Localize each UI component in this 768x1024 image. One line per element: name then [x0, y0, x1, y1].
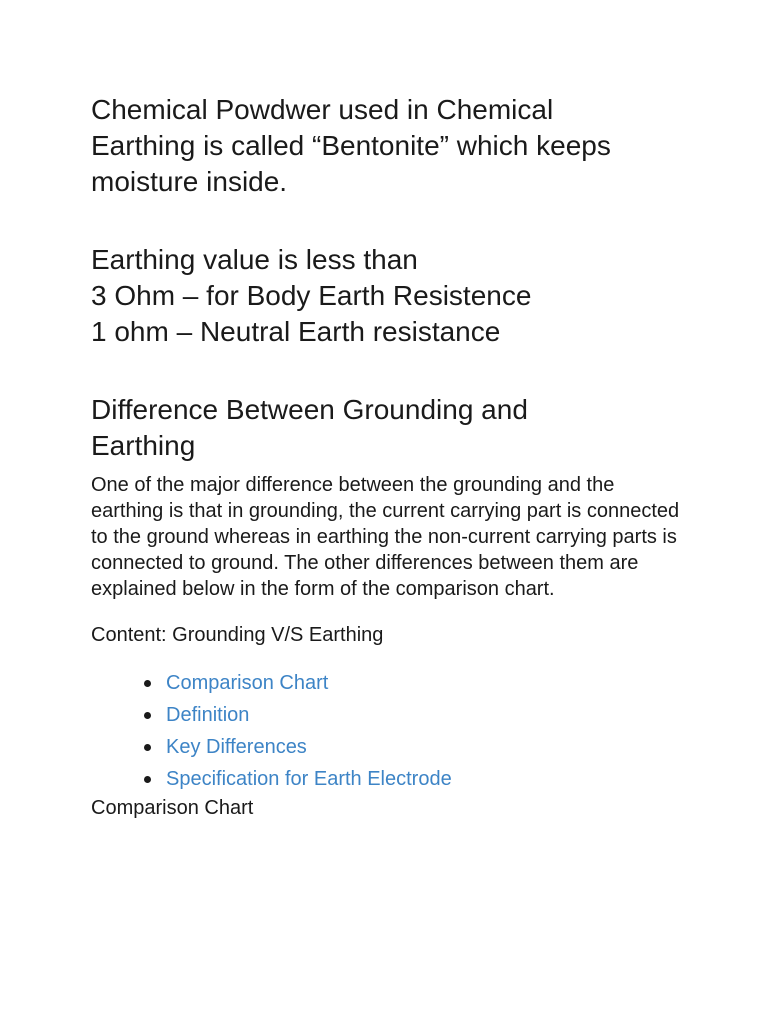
content-label: Content: Grounding V/S Earthing: [91, 624, 384, 646]
toc-link-definition[interactable]: Definition: [166, 704, 250, 726]
toc-item-definition: [91, 699, 691, 731]
toc-link-key-differences[interactable]: Key Differences: [166, 736, 307, 758]
intro-line-2: Earthing is called “Bentonite” which keeps: [91, 130, 611, 161]
comparison-chart-label: Comparison Chart: [91, 797, 254, 819]
intro-line-3: moisture inside.: [91, 166, 288, 197]
section-paragraph: One of the major difference between the grounding and the earthing is that in grounding, the current carrying part is connected to the ground whereas in earthing the non-current carrying parts is connected to ground. The other differences between them are explained below in the form of the comparison chart.: [91, 474, 680, 600]
toc-link-specification[interactable]: Specification for Earth Electrode: [166, 768, 452, 790]
intro-line-1: Chemical Powdwer used in Chemical: [91, 94, 554, 125]
spacer: [91, 350, 691, 392]
neutral-earth-value: 1 ohm – Neutral Earth resistance: [91, 316, 501, 347]
earthing-value-intro: Earthing value is less than: [91, 244, 418, 275]
bullet-icon: [144, 680, 151, 687]
bullet-icon: [144, 744, 151, 751]
toc-link-comparison-chart[interactable]: Comparison Chart: [166, 672, 329, 694]
section-heading-line-1: Difference Between Grounding and: [91, 394, 528, 425]
bullet-icon: [144, 712, 151, 719]
earthing-values-paragraph: [91, 242, 691, 350]
bullet-icon: [144, 776, 151, 783]
toc-item-specification: [91, 763, 691, 795]
toc-item-key-differences: [91, 731, 691, 763]
intro-paragraph: [91, 92, 691, 200]
toc-item-comparison-chart: [91, 667, 691, 699]
section-heading-line-2: Earthing: [91, 430, 196, 461]
document-page: [91, 92, 691, 821]
table-of-contents: [91, 667, 691, 795]
section-heading: [91, 392, 691, 464]
body-earth-value: 3 Ohm – for Body Earth Resistence: [91, 280, 532, 311]
spacer: [91, 200, 691, 242]
